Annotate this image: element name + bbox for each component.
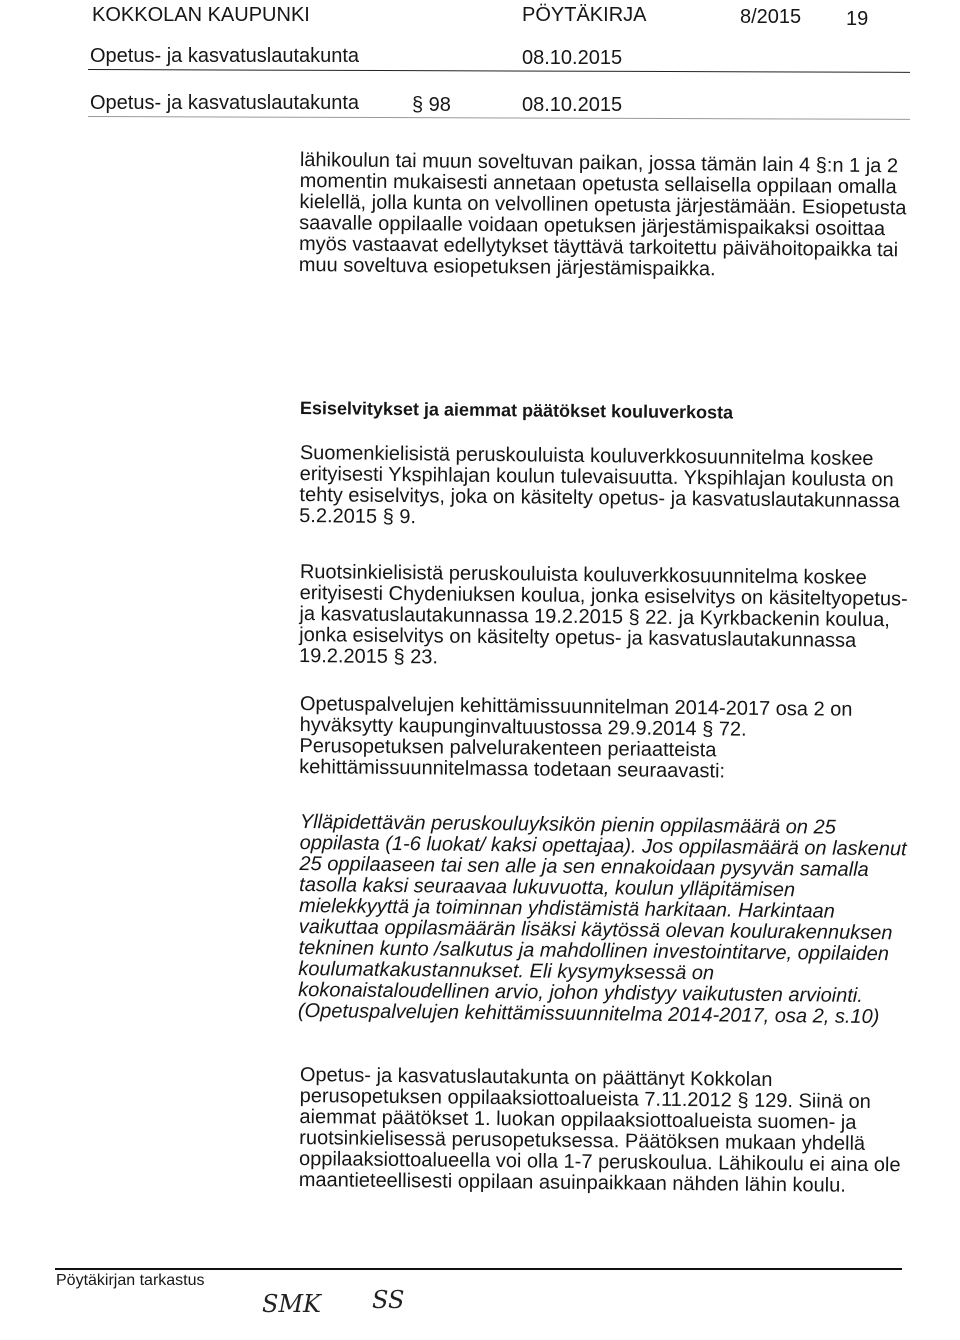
body-block-4 (299, 1065, 920, 1197)
paragraph: Suomenkielisistä peruskouluista kouluverkkosuunnitelma koskee erityisesti Ykspihlajan koulun tulevaisuutta. Ykspihlajan koulusta on tehty esiselvitys, joka on käsitelty opetus- ja kasvatuslautakunnassa 5.2.2015 § 9. (299, 442, 900, 529)
body-block-3 (299, 694, 920, 784)
section-date: 08.10.2015 (522, 94, 623, 116)
inspector-initials: SS (372, 1286, 405, 1314)
section-board-name: Opetus- ja kasvatuslautakunta (90, 92, 360, 114)
doc-number: 8/2015 (740, 6, 802, 28)
meeting-date: 08.10.2015 (522, 47, 623, 69)
org-name: KOKKOLAN KAUPUNKI (92, 4, 310, 26)
section-rule (88, 116, 910, 120)
board-name: Opetus- ja kasvatuslautakunta (90, 45, 360, 67)
body-block-1 (299, 443, 920, 533)
paragraph: Ruotsinkielisistä peruskouluista kouluverkkosuunnitelma koskee erityisesti Chydeniuksen koulua, jonka esiselvitys on käsiteltyopetus- ja kasvatuslautakunnassa 19.2.2015 § 22. ja Kyrkbackenin koulua, jonka esiselvitys on käsitelty opetus- ja kasvatuslautakunnassa 19.2.2015 § 23. (298, 561, 908, 669)
body-block-heading (300, 398, 920, 425)
body-block-quote (298, 812, 920, 1028)
body-block-2 (299, 562, 920, 673)
footer-label: Pöytäkirjan tarkastus (56, 1272, 205, 1289)
quoted-paragraph: Ylläpidettävän peruskouluyksikön pienin oppilasmäärä on 25 oppilasta (1-6 luokat/ kaksi opettajaa). Jos oppilasmäärä on laskenut 25 oppilaaseen tai sen alle ja sen ennakoidaan pysyvän samalla tasolla kaksi seuraavaa lukuvuotta, koulun ylläpitämisen mielekkyyttä ja toiminnan yhdistämistä harkitaan. Harkintaan vaikuttaa oppilasmäärän lisäksi käytössä olevan koulurakennuksen tekninen kunto /salkutus ja mahdollinen investointitarve, oppilaiden koulumatkakustannukset. Eli kysymyksessä on kokonaistaloudellinen arvio, johon yhdistyy vaikutusten arviointi. (Opetuspalvelujen kehittämissuunnitelma 2014-2017, osa 2, s.10) (297, 811, 907, 1029)
section-number: § 98 (412, 94, 451, 116)
paragraph: Opetuspalvelujen kehittämissuunnitelman 2014-2017 osa 2 on hyväksytty kaupunginvaltuustossa 29.9.2014 § 72. Perusopetuksen palvelurakenteen periaatteista kehittämissuunnitelmassa todetaan seuraavasti: (299, 693, 853, 783)
doc-type: PÖYTÄKIRJA (522, 4, 647, 26)
footer-rule (55, 1268, 902, 1270)
paragraph: lähikoulun tai muun soveltuvan paikan, jossa tämän lain 4 §:n 1 ja 2 momentin mukaisesti annetaan opetusta sellaisella oppilaan omalla kielellä, jolla kunta on velvollinen opetusta järjestämään. Esiopetusta saavalle oppilaalle voidaan opetuksen järjestämispaikaksi osoittaa myös vastaavat edellytykset täyttävä tarkoitettu päivähoitopaikka tai muu soveltuva esiopetuksen järjestämispaikka. (298, 149, 907, 281)
page-number: 19 (846, 8, 869, 30)
inspector-initials: SMK (262, 1290, 321, 1318)
paragraph: Opetus- ja kasvatuslautakunta on päättänyt Kokkolan perusopetuksen oppilaaksiottoalueista 7.11.2012 § 129. Siinä on aiemmat päätökset 1. luokan oppilaaksiottoalueista suomen- ja ruotsinkielisessä perusopetuksessa. Päätöksen mukaan yhdellä oppilaaksiottoalueella voi olla 1-7 peruskoulua. Lähikoulu ei aina ole maantieteellisesti oppilaan asuinpaikkaan nähden lähin koulu. (298, 1064, 901, 1197)
body-block-intro (299, 150, 920, 282)
section-heading: Esiselvitykset ja aiemmat päätökset kouluverkosta (299, 398, 734, 423)
header-rule (88, 69, 910, 73)
